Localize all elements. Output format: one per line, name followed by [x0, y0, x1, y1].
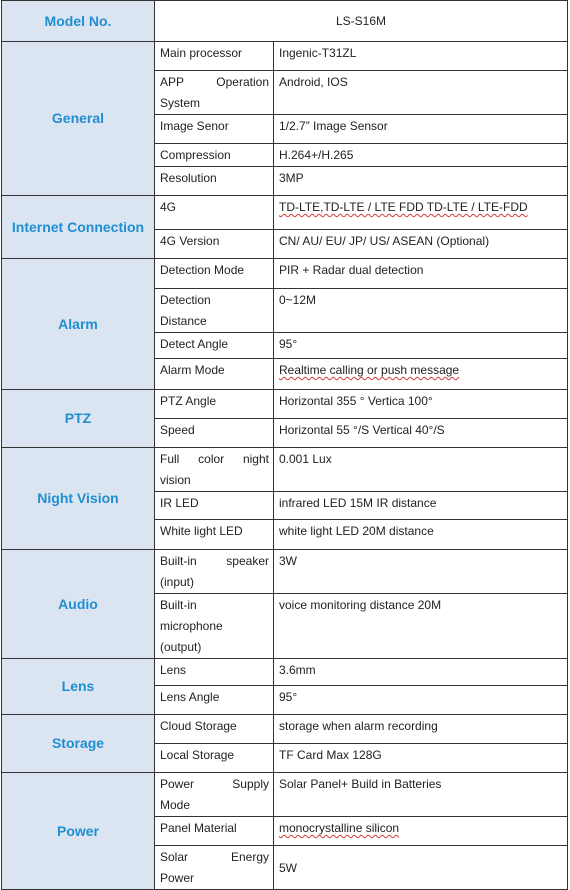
param-cell: Alarm Mode — [155, 359, 274, 390]
param-cell: Lens — [155, 659, 274, 686]
param-cell — [155, 550, 274, 594]
value-cell: 95° — [274, 686, 568, 715]
param-cell: Resolution — [155, 167, 274, 196]
param-cell: Panel Material — [155, 817, 274, 846]
category-storage: Storage — [2, 715, 155, 773]
value-cell: storage when alarm recording — [274, 715, 568, 744]
param-cell: Lens Angle — [155, 686, 274, 715]
param-cell: Detection Mode — [155, 259, 274, 289]
model-value: LS-S16M — [155, 1, 568, 42]
param-line: Built-in — [160, 598, 197, 612]
param-cell — [155, 846, 274, 890]
category-night-vision: Night Vision — [2, 448, 155, 550]
param-line: Detection — [160, 293, 211, 307]
value-cell: TF Card Max 128G — [274, 744, 568, 773]
value-cell: 0.001 Lux — [274, 448, 568, 492]
table-row — [2, 1, 568, 42]
table-row — [2, 715, 568, 744]
category-power: Power — [2, 773, 155, 890]
table-row — [2, 390, 568, 419]
param-line: Distance — [160, 314, 207, 328]
category-alarm: Alarm — [2, 259, 155, 390]
param-cell: Local Storage — [155, 744, 274, 773]
param-line: Solar Energy — [160, 850, 269, 864]
param-line: Built-in speaker — [160, 554, 269, 568]
param-cell: Compression — [155, 144, 274, 167]
value-cell: Solar Panel+ Build in Batteries — [274, 773, 568, 817]
spec-table — [1, 0, 568, 890]
value-cell: Horizontal 55 °/S Vertical 40°/S — [274, 419, 568, 448]
param-cell — [155, 289, 274, 333]
value-text: monocrystalline silicon — [279, 821, 400, 835]
value-text: Realtime calling or push message — [279, 363, 460, 377]
param-cell: PTZ Angle — [155, 390, 274, 419]
param-cell — [155, 594, 274, 659]
param-cell: IR LED — [155, 492, 274, 520]
value-text: TD-LTE,TD-LTE / LTE FDD TD-LTE / LTE-FDD — [279, 200, 528, 214]
param-cell: 4G — [155, 196, 274, 230]
category-internet-connection: Internet Connection — [2, 196, 155, 259]
table-row — [2, 196, 568, 230]
value-cell: Horizontal 355 ° Vertica 100° — [274, 390, 568, 419]
model-label: Model No. — [2, 1, 155, 42]
value-cell: 3.6mm — [274, 659, 568, 686]
value-cell: 3W — [274, 550, 568, 594]
value-cell: 3MP — [274, 167, 568, 196]
value-cell: voice monitoring distance 20M — [274, 594, 568, 659]
category-lens: Lens — [2, 659, 155, 715]
value-cell — [274, 817, 568, 846]
table-row — [2, 773, 568, 817]
category-ptz: PTZ — [2, 390, 155, 448]
table-row — [2, 550, 568, 594]
param-line: Power Supply — [160, 777, 269, 791]
category-general: General — [2, 42, 155, 196]
param-cell — [155, 71, 274, 115]
param-cell — [155, 448, 274, 492]
value-cell: Ingenic-T31ZL — [274, 42, 568, 71]
value-cell: H.264+/H.265 — [274, 144, 568, 167]
value-cell: white light LED 20M distance — [274, 520, 568, 550]
param-line: (output) — [160, 640, 202, 654]
param-line: Full color night — [160, 452, 269, 466]
value-cell: CN/ AU/ EU/ JP/ US/ ASEAN (Optional) — [274, 230, 568, 259]
value-cell: Android, IOS — [274, 71, 568, 115]
param-line: Mode — [160, 798, 191, 812]
param-cell: Detect Angle — [155, 333, 274, 359]
value-cell: 95° — [274, 333, 568, 359]
category-audio: Audio — [2, 550, 155, 659]
table-row — [2, 448, 568, 492]
param-line: microphone — [160, 619, 223, 633]
param-cell: 4G Version — [155, 230, 274, 259]
value-cell: PIR + Radar dual detection — [274, 259, 568, 289]
table-row — [2, 259, 568, 289]
param-cell: Main processor — [155, 42, 274, 71]
table-row — [2, 42, 568, 71]
param-line: System — [160, 96, 201, 110]
value-cell: 1/2.7” Image Sensor — [274, 115, 568, 144]
param-cell: Cloud Storage — [155, 715, 274, 744]
value-cell: 0~12M — [274, 289, 568, 333]
param-line: vision — [160, 473, 191, 487]
param-line: Power — [160, 871, 195, 885]
param-cell: Image Senor — [155, 115, 274, 144]
param-line: APP Operation — [160, 75, 269, 89]
value-cell: infrared LED 15M IR distance — [274, 492, 568, 520]
value-cell — [274, 359, 568, 390]
param-cell — [155, 773, 274, 817]
value-cell: 5W — [274, 846, 568, 890]
value-cell — [274, 196, 568, 230]
param-cell: White light LED — [155, 520, 274, 550]
table-row — [2, 659, 568, 686]
param-cell: Speed — [155, 419, 274, 448]
param-line: (input) — [160, 575, 195, 589]
